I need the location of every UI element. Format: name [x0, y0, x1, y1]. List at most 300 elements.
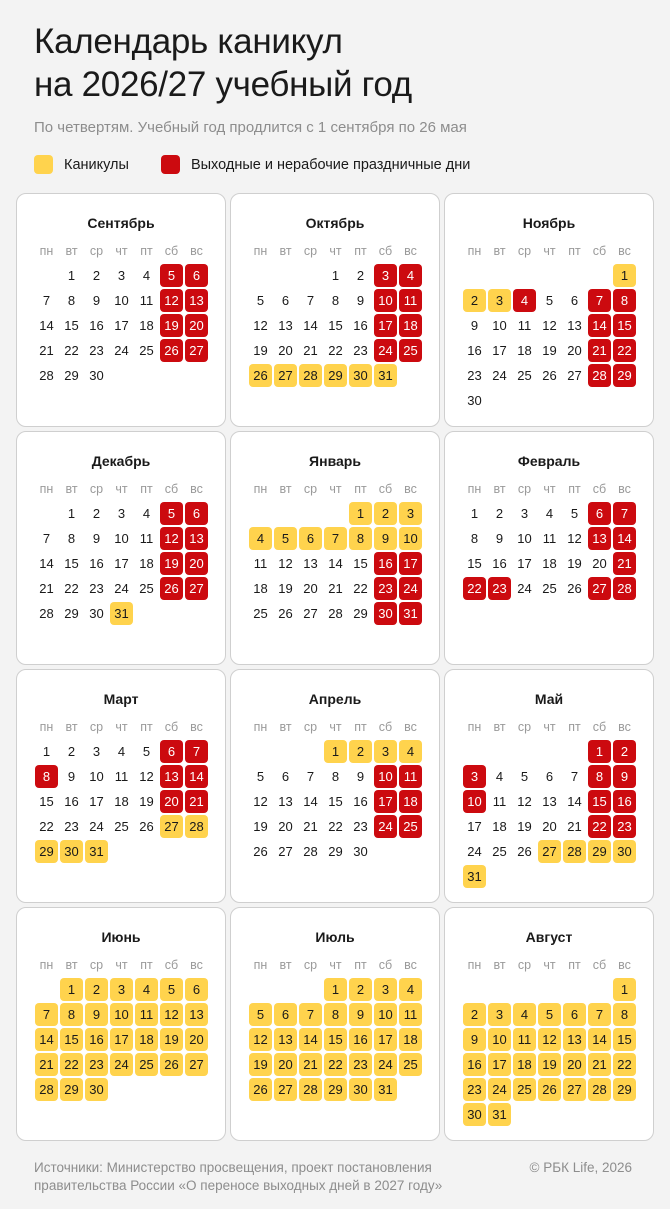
day-cell-vacation: 5 [249, 1003, 272, 1026]
day-cell-holiday: 28 [613, 577, 636, 600]
day-cell: 17 [492, 343, 507, 358]
page-subtitle: По четвертям. Учебный год продлится с 1 сентября по 26 мая [34, 119, 467, 136]
day-cell-vacation: 17 [488, 1053, 511, 1076]
day-cell: 29 [353, 606, 368, 621]
day-cell: 28 [39, 368, 54, 383]
weekday-label: вт [493, 243, 506, 258]
day-cell: 24 [467, 844, 482, 859]
day-cell-holiday: 5 [160, 264, 183, 287]
weekday-label: ср [517, 243, 532, 258]
day-cell-vacation: 31 [110, 602, 133, 625]
month-name: Август [525, 929, 573, 945]
day-cell: 17 [114, 556, 129, 571]
day-cell-vacation: 28 [35, 1078, 58, 1101]
day-cell: 5 [570, 506, 579, 521]
day-cell: 11 [492, 794, 507, 809]
empty-cell [273, 739, 298, 764]
month-days [34, 714, 214, 864]
day-cell-vacation: 28 [185, 815, 208, 838]
day-cell-vacation: 4 [135, 978, 158, 1001]
day-cell: 30 [89, 606, 104, 621]
empty-cell [512, 977, 537, 1002]
weekday-label: пт [140, 719, 153, 734]
day-cell-vacation: 20 [274, 1053, 297, 1076]
day-cell-holiday: 6 [185, 502, 208, 525]
day-cell: 25 [253, 606, 268, 621]
day-cell: 6 [281, 293, 290, 308]
day-cell-vacation: 10 [399, 527, 422, 550]
day-cell-vacation: 4 [399, 978, 422, 1001]
day-cell: 19 [139, 794, 154, 809]
day-cell: 26 [517, 844, 532, 859]
empty-cell [462, 263, 487, 288]
day-cell-holiday: 29 [613, 364, 636, 387]
day-cell-vacation: 3 [374, 978, 397, 1001]
weekday-label: вс [190, 957, 203, 972]
weekday-label: сб [164, 481, 179, 496]
day-cell: 23 [64, 819, 79, 834]
day-cell: 4 [495, 769, 504, 784]
weekday-label: пт [354, 957, 367, 972]
day-cell-vacation: 4 [513, 1003, 536, 1026]
day-cell-vacation: 30 [349, 1078, 372, 1101]
day-cell: 16 [492, 556, 507, 571]
day-cell: 13 [567, 318, 582, 333]
day-cell-vacation: 28 [299, 364, 322, 387]
day-cell: 30 [467, 393, 482, 408]
day-cell: 8 [331, 769, 340, 784]
empty-cell [298, 263, 323, 288]
day-cell: 9 [470, 318, 479, 333]
weekday-label: чт [329, 481, 342, 496]
day-cell-holiday: 21 [185, 790, 208, 813]
day-cell: 10 [89, 769, 104, 784]
day-cell: 19 [567, 556, 582, 571]
day-cell: 18 [542, 556, 557, 571]
day-cell: 20 [303, 581, 318, 596]
weekday-label: пн [467, 957, 482, 972]
day-cell: 21 [39, 343, 54, 358]
day-cell-vacation: 6 [299, 527, 322, 550]
day-cell-holiday: 24 [374, 815, 397, 838]
day-cell-holiday: 26 [160, 339, 183, 362]
day-cell-vacation: 3 [110, 978, 133, 1001]
day-cell: 16 [353, 794, 368, 809]
day-cell-vacation: 9 [349, 1003, 372, 1026]
day-cell: 12 [253, 794, 268, 809]
empty-cell [562, 977, 587, 1002]
day-cell-vacation: 13 [274, 1028, 297, 1051]
day-cell: 15 [328, 794, 343, 809]
empty-cell [512, 739, 537, 764]
day-cell-vacation: 25 [513, 1078, 536, 1101]
day-cell-vacation: 10 [110, 1003, 133, 1026]
day-cell-vacation: 1 [613, 978, 636, 1001]
day-cell: 11 [139, 293, 154, 308]
day-cell-vacation: 16 [349, 1028, 372, 1051]
legend-label-vacation: Каникулы [64, 156, 129, 173]
day-cell: 3 [520, 506, 529, 521]
day-cell-vacation: 10 [488, 1028, 511, 1051]
day-cell-vacation: 31 [374, 1078, 397, 1101]
day-cell-vacation: 15 [613, 1028, 636, 1051]
day-cell-holiday: 10 [374, 289, 397, 312]
sources-line-2: правительства России «О переносе выходных дней в 2027 году» [34, 1178, 443, 1193]
weekday-label: вт [65, 243, 78, 258]
day-cell-vacation: 5 [538, 1003, 561, 1026]
day-cell: 11 [542, 531, 557, 546]
day-cell: 16 [89, 556, 104, 571]
day-cell-vacation: 2 [85, 978, 108, 1001]
day-cell-holiday: 2 [613, 740, 636, 763]
day-cell: 3 [117, 506, 126, 521]
day-cell-vacation: 6 [185, 978, 208, 1001]
day-cell: 24 [114, 581, 129, 596]
weekday-label: ср [89, 481, 104, 496]
weekday-label: чт [543, 243, 556, 258]
day-cell: 27 [303, 606, 318, 621]
day-cell: 24 [114, 343, 129, 358]
day-cell-vacation: 20 [185, 1028, 208, 1051]
day-cell: 4 [142, 268, 151, 283]
day-cell-holiday: 23 [488, 577, 511, 600]
day-cell: 9 [92, 293, 101, 308]
weekday-label: вс [618, 481, 631, 496]
day-cell-vacation: 1 [60, 978, 83, 1001]
weekday-label: вт [279, 481, 292, 496]
empty-cell [248, 263, 273, 288]
day-cell-holiday: 13 [160, 765, 183, 788]
weekday-label: ср [303, 243, 318, 258]
day-cell: 28 [303, 844, 318, 859]
month-name: Октябрь [305, 215, 365, 231]
day-cell-holiday: 22 [463, 577, 486, 600]
weekday-label: вс [618, 719, 631, 734]
day-cell: 19 [278, 581, 293, 596]
day-cell-holiday: 17 [374, 314, 397, 337]
day-cell: 2 [356, 268, 365, 283]
day-cell-vacation: 9 [374, 527, 397, 550]
month-name: Март [103, 691, 139, 707]
day-cell-vacation: 29 [324, 364, 347, 387]
month-days [248, 238, 428, 388]
month-name: Февраль [517, 453, 581, 469]
day-cell-vacation: 18 [513, 1053, 536, 1076]
day-cell-holiday: 7 [588, 289, 611, 312]
day-cell: 9 [92, 531, 101, 546]
day-cell-vacation: 31 [488, 1103, 511, 1126]
weekday-label: вт [279, 243, 292, 258]
month-card [230, 193, 440, 427]
weekday-label: пт [354, 243, 367, 258]
sources-note [34, 1159, 442, 1195]
day-cell-vacation: 22 [60, 1053, 83, 1076]
day-cell-vacation: 4 [399, 740, 422, 763]
day-cell: 2 [92, 506, 101, 521]
legend [34, 155, 502, 174]
month-name: Апрель [308, 691, 362, 707]
day-cell-holiday: 12 [160, 289, 183, 312]
day-cell-vacation: 27 [185, 1053, 208, 1076]
weekday-label: вт [279, 719, 292, 734]
day-cell: 14 [303, 794, 318, 809]
day-cell-holiday: 19 [160, 552, 183, 575]
day-cell: 9 [356, 293, 365, 308]
weekday-label: ср [303, 957, 318, 972]
day-cell: 16 [353, 318, 368, 333]
empty-cell [248, 977, 273, 1002]
day-cell-vacation: 26 [160, 1053, 183, 1076]
month-days [248, 714, 428, 864]
day-cell-vacation: 1 [324, 978, 347, 1001]
day-cell: 13 [278, 794, 293, 809]
day-cell-vacation: 29 [60, 1078, 83, 1101]
weekday-label: вс [404, 957, 417, 972]
day-cell: 8 [67, 293, 76, 308]
day-cell: 7 [306, 293, 315, 308]
day-cell-vacation: 19 [538, 1053, 561, 1076]
month-card [16, 193, 226, 427]
day-cell-vacation: 9 [85, 1003, 108, 1026]
empty-cell [487, 977, 512, 1002]
day-cell-holiday: 15 [613, 314, 636, 337]
empty-cell [562, 739, 587, 764]
day-cell: 22 [39, 819, 54, 834]
weekday-label: ср [517, 719, 532, 734]
weekday-label: чт [329, 243, 342, 258]
day-cell-vacation: 11 [135, 1003, 158, 1026]
title-line-2: на 2026/27 учебный год [34, 65, 412, 104]
empty-cell [587, 977, 612, 1002]
day-cell: 1 [67, 506, 76, 521]
day-cell-holiday: 8 [35, 765, 58, 788]
weekday-label: пн [467, 719, 482, 734]
day-cell: 13 [303, 556, 318, 571]
day-cell: 14 [328, 556, 343, 571]
month-card [230, 669, 440, 903]
day-cell: 18 [253, 581, 268, 596]
day-cell: 19 [517, 819, 532, 834]
day-cell-holiday: 23 [613, 815, 636, 838]
day-cell: 10 [492, 318, 507, 333]
day-cell-holiday: 7 [613, 502, 636, 525]
day-cell-vacation: 29 [613, 1078, 636, 1101]
day-cell: 23 [89, 581, 104, 596]
weekday-label: чт [543, 481, 556, 496]
month-days [462, 952, 642, 1127]
day-cell-vacation: 7 [324, 527, 347, 550]
day-cell-vacation: 23 [349, 1053, 372, 1076]
day-cell-vacation: 12 [160, 1003, 183, 1026]
day-cell-vacation: 8 [613, 1003, 636, 1026]
day-cell: 18 [139, 318, 154, 333]
day-cell-holiday: 20 [160, 790, 183, 813]
weekday-label: вс [190, 719, 203, 734]
day-cell: 11 [517, 318, 532, 333]
day-cell-vacation: 14 [35, 1028, 58, 1051]
day-cell-holiday: 24 [399, 577, 422, 600]
day-cell-holiday: 28 [588, 364, 611, 387]
legend-item-holiday [161, 155, 470, 174]
day-cell-holiday: 30 [374, 602, 397, 625]
day-cell: 25 [492, 844, 507, 859]
weekday-label: ср [517, 957, 532, 972]
weekday-label: сб [592, 719, 607, 734]
day-cell-holiday: 1 [588, 740, 611, 763]
day-cell: 26 [567, 581, 582, 596]
day-cell-vacation: 28 [563, 840, 586, 863]
day-cell-vacation: 2 [463, 1003, 486, 1026]
day-cell: 10 [114, 293, 129, 308]
legend-swatch-holiday [161, 155, 180, 174]
day-cell-vacation: 4 [249, 527, 272, 550]
empty-cell [323, 501, 348, 526]
day-cell: 11 [253, 556, 268, 571]
day-cell-vacation: 23 [85, 1053, 108, 1076]
day-cell-vacation: 7 [35, 1003, 58, 1026]
day-cell: 18 [114, 794, 129, 809]
day-cell: 8 [331, 293, 340, 308]
day-cell: 14 [567, 794, 582, 809]
day-cell: 21 [328, 581, 343, 596]
day-cell-vacation: 1 [613, 264, 636, 287]
weekday-label: ср [303, 481, 318, 496]
day-cell: 15 [467, 556, 482, 571]
day-cell-vacation: 21 [299, 1053, 322, 1076]
sources-line-1: Источники: Министерство просвещения, проект постановления [34, 1160, 432, 1175]
month-card [444, 193, 654, 427]
day-cell: 24 [517, 581, 532, 596]
weekday-label: пн [253, 957, 268, 972]
month-name: Январь [309, 453, 361, 469]
month-days [462, 476, 642, 601]
weekday-label: вс [404, 481, 417, 496]
day-cell-holiday: 3 [463, 765, 486, 788]
day-cell-holiday: 17 [399, 552, 422, 575]
day-cell: 25 [542, 581, 557, 596]
day-cell-holiday: 10 [374, 765, 397, 788]
day-cell-vacation: 24 [374, 1053, 397, 1076]
day-cell-vacation: 27 [274, 364, 297, 387]
weekday-label: вс [618, 957, 631, 972]
month-name: Сентябрь [87, 215, 155, 231]
empty-cell [537, 263, 562, 288]
day-cell: 12 [542, 318, 557, 333]
day-cell: 25 [517, 368, 532, 383]
weekday-label: пт [140, 957, 153, 972]
empty-cell [487, 739, 512, 764]
weekday-label: ср [89, 957, 104, 972]
day-cell: 15 [64, 556, 79, 571]
day-cell-vacation: 5 [274, 527, 297, 550]
day-cell: 19 [253, 343, 268, 358]
day-cell: 6 [545, 769, 554, 784]
day-cell-holiday: 10 [463, 790, 486, 813]
day-cell: 26 [253, 844, 268, 859]
weekday-label: чт [543, 719, 556, 734]
day-cell-holiday: 20 [185, 314, 208, 337]
weekday-label: вт [65, 719, 78, 734]
day-cell-vacation: 24 [488, 1078, 511, 1101]
day-cell-holiday: 25 [399, 815, 422, 838]
day-cell-vacation: 8 [349, 527, 372, 550]
day-cell-holiday: 25 [399, 339, 422, 362]
weekday-label: сб [378, 957, 393, 972]
weekday-label: вт [279, 957, 292, 972]
day-cell: 9 [495, 531, 504, 546]
day-cell: 17 [114, 318, 129, 333]
day-cell-holiday: 18 [399, 314, 422, 337]
day-cell-vacation: 17 [374, 1028, 397, 1051]
weekday-label: пт [568, 719, 581, 734]
day-cell-vacation: 19 [249, 1053, 272, 1076]
empty-cell [34, 501, 59, 526]
day-cell: 18 [139, 556, 154, 571]
day-cell-holiday: 6 [588, 502, 611, 525]
empty-cell [512, 263, 537, 288]
day-cell-vacation: 22 [324, 1053, 347, 1076]
weekday-label: вт [493, 957, 506, 972]
day-cell: 17 [517, 556, 532, 571]
day-cell-holiday: 19 [160, 314, 183, 337]
day-cell: 12 [567, 531, 582, 546]
weekday-label: пн [467, 481, 482, 496]
empty-cell [587, 263, 612, 288]
day-cell: 14 [303, 318, 318, 333]
day-cell: 28 [39, 606, 54, 621]
day-cell: 12 [139, 769, 154, 784]
day-cell: 21 [303, 819, 318, 834]
day-cell-vacation: 7 [588, 1003, 611, 1026]
empty-cell [487, 263, 512, 288]
day-cell-vacation: 29 [35, 840, 58, 863]
day-cell: 9 [356, 769, 365, 784]
empty-cell [537, 977, 562, 1002]
day-cell-holiday: 14 [613, 527, 636, 550]
day-cell: 21 [567, 819, 582, 834]
day-cell: 12 [253, 318, 268, 333]
day-cell: 26 [278, 606, 293, 621]
title-line-1: Календарь каникул [34, 22, 343, 61]
day-cell: 15 [353, 556, 368, 571]
day-cell-vacation: 21 [35, 1053, 58, 1076]
day-cell: 29 [64, 606, 79, 621]
day-cell-holiday: 17 [374, 790, 397, 813]
weekday-label: пн [253, 243, 268, 258]
day-cell: 15 [64, 318, 79, 333]
weekday-label: чт [115, 719, 128, 734]
weekday-label: сб [164, 719, 179, 734]
day-cell-holiday: 16 [613, 790, 636, 813]
day-cell-vacation: 1 [349, 502, 372, 525]
day-cell-holiday: 24 [374, 339, 397, 362]
day-cell: 14 [39, 318, 54, 333]
weekday-label: пн [467, 243, 482, 258]
day-cell: 27 [278, 844, 293, 859]
day-cell-vacation: 12 [249, 1028, 272, 1051]
day-cell-vacation: 28 [299, 1078, 322, 1101]
day-cell-vacation: 5 [160, 978, 183, 1001]
day-cell: 1 [470, 506, 479, 521]
day-cell-vacation: 12 [538, 1028, 561, 1051]
day-cell: 22 [64, 343, 79, 358]
day-cell-vacation: 17 [110, 1028, 133, 1051]
day-cell-holiday: 13 [588, 527, 611, 550]
weekday-label: пт [568, 481, 581, 496]
day-cell: 25 [114, 819, 129, 834]
day-cell-vacation: 14 [588, 1028, 611, 1051]
empty-cell [273, 263, 298, 288]
